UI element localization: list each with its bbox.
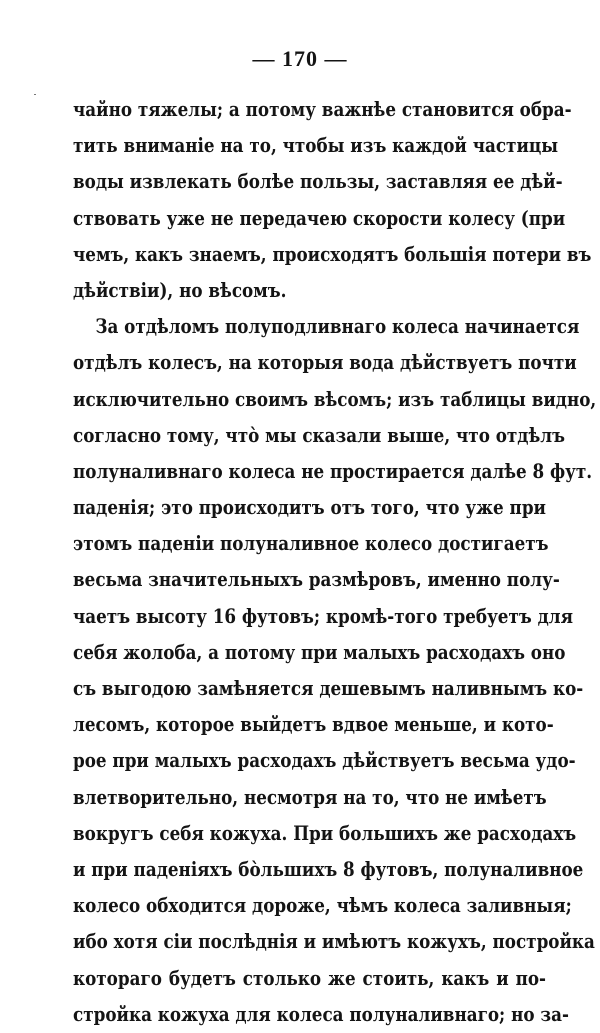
- text-line: чемъ, какъ знаемъ, происходятъ большія потери въ: [73, 242, 592, 266]
- text-line: исключительно своимъ вѣсомъ; изъ таблицы видно,: [73, 387, 597, 411]
- text-line: дѣйствіи), но вѣсомъ.: [73, 278, 287, 302]
- text-line: стройка кожуха для колеса полуналивнаго; но за-: [73, 1002, 569, 1026]
- text-line: лесомъ, которое выйдетъ вдвое меньше, и кото-: [73, 713, 554, 737]
- text-line: паденія; это происходитъ отъ того, что уже при: [73, 496, 546, 520]
- text-line: этомъ паденіи полуналивное колесо достигаетъ: [73, 532, 549, 556]
- paragraph-2: [73, 309, 597, 1033]
- text-line: колесо обходится дороже, чѣмъ колеса заливныя;: [73, 894, 572, 918]
- text-line: весьма значительныхъ размѣровъ, именно полу-: [73, 568, 560, 592]
- paragraph-1: [73, 92, 592, 309]
- scan-speck: [34, 94, 36, 95]
- text-line: съ выгодою замѣняется дешевымъ наливнымъ ко-: [73, 677, 584, 700]
- text-line: полуналивнаго колеса не простирается далѣе 8 фут.: [73, 459, 593, 483]
- text-line: чайно тяжелы; а потому важнѣе становится обра-: [73, 98, 572, 121]
- text-line: ибо хотя сіи послѣднія и имѣютъ кожухъ, постройка: [73, 930, 595, 954]
- page-number: — 170 —: [252, 46, 348, 71]
- text-line: и при паденіяхъ бо̀льшихъ 8 футовъ, полуналивное: [73, 857, 584, 881]
- text-line: согласно тому, что̀ мы сказали выше, что отдѣлъ: [73, 423, 565, 447]
- body-text: [73, 92, 597, 1033]
- text-line: воды извлекать болѣе пользы, заставляя ее дѣй-: [73, 170, 563, 194]
- text-line: За отдѣломъ полуподливнаго колеса начинается: [95, 315, 580, 339]
- text-line: чаетъ высоту 16 футовъ; кромѣ-того требуетъ для: [73, 604, 573, 628]
- text-line: влетворительно, несмотря на то, что не имѣетъ: [73, 785, 547, 809]
- text-line: вокругъ себя кожуха. При большихъ же расходахъ: [73, 821, 577, 845]
- text-line: себя жолоба, а потому при малыхъ расходахъ оно: [73, 640, 566, 664]
- text-line: тить вниманіе на то, чтобы изъ каждой частицы: [73, 134, 559, 158]
- text-line: котораго будетъ столько же стоить, какъ и по-: [73, 966, 546, 990]
- text-line: ствовать уже не передачею скорости колесу (при: [73, 206, 566, 230]
- text-line: отдѣлъ колесъ, на которыя вода дѣйствуетъ почти: [73, 351, 577, 375]
- text-line: рое при малыхъ расходахъ дѣйствуетъ весьма удо-: [73, 749, 576, 773]
